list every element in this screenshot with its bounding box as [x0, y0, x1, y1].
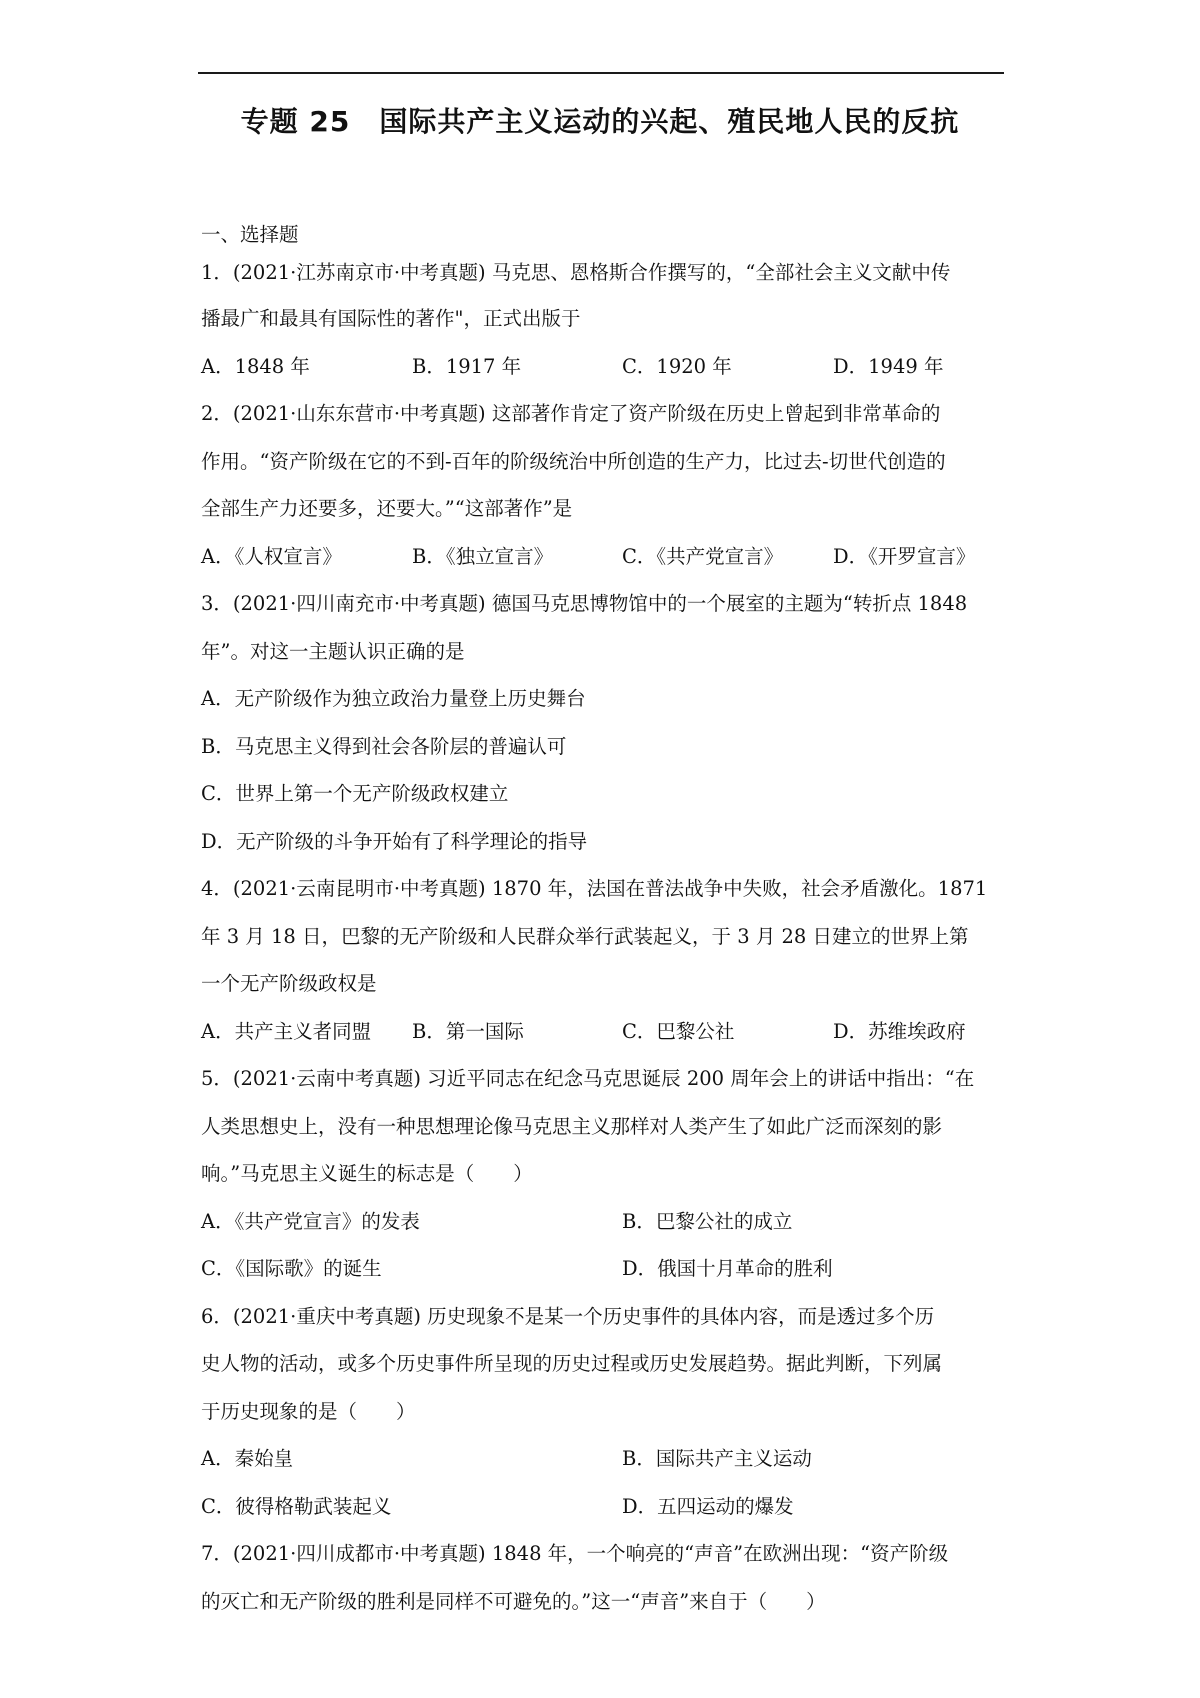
option-d: D．苏维埃政府 — [833, 1020, 966, 1043]
question-text: 年 3 月 18 日，巴黎的无产阶级和人民群众举行武装起义，于 3 月 28 日建立的世界上第 — [201, 925, 969, 948]
option-c: C．世界上第一个无产阶级政权建立 — [201, 782, 509, 805]
option-b: B．马克思主义得到社会各阶层的普遍认可 — [201, 735, 567, 758]
question-text: 4．(2021·云南昆明市·中考真题) 1870 年，法国在普法战争中失败，社会矛盾激化。1871 — [201, 877, 988, 900]
question-text: 人类思想史上，没有一种思想理论像马克思主义那样对人类产生了如此广泛而深刻的影 — [201, 1115, 943, 1138]
option-b: B．第一国际 — [412, 1020, 524, 1043]
option-c: C．《国际歌》的诞生 — [201, 1257, 382, 1280]
header-rule — [198, 72, 1004, 74]
option-a: A．秦始皇 — [201, 1447, 294, 1470]
question-text: 作用。“资产阶级在它的不到-百年的阶级统治中所创造的生产力，比过去-切世代创造的 — [201, 450, 946, 473]
question-text: 播最广和最具有国际性的著作"，正式出版于 — [201, 307, 581, 330]
option-a: A．1848 年 — [201, 355, 310, 378]
question-text: 年”。对这一主题认识正确的是 — [201, 640, 465, 663]
question-text: 7．(2021·四川成都市·中考真题) 1848 年，一个响亮的“声音”在欧洲出现：“资产阶级 — [201, 1542, 949, 1565]
option-a: A．共产主义者同盟 — [201, 1020, 372, 1043]
question-text: 3．(2021·四川南充市·中考真题) 德国马克思博物馆中的一个展室的主题为“转折点 1848 — [201, 592, 968, 615]
question-text: 于历史现象的是（ ） — [201, 1400, 416, 1423]
question-text: 史人物的活动，或多个历史事件所呈现的历史过程或历史发展趋势。据此判断，下列属 — [201, 1352, 943, 1375]
option-c: C．彼得格勒武装起义 — [201, 1495, 392, 1518]
option-b: B．巴黎公社的成立 — [622, 1210, 793, 1233]
question-text: 响。”马克思主义诞生的标志是（ ） — [201, 1162, 533, 1185]
question-text: 一个无产阶级政权是 — [201, 972, 377, 995]
option-c: C．1920 年 — [622, 355, 732, 378]
page-title: 专题 25 国际共产主义运动的兴起、殖民地人民的反抗 — [240, 105, 960, 138]
question-text: 6．(2021·重庆中考真题) 历史现象不是某一个历史事件的具体内容，而是透过多个历 — [201, 1305, 935, 1328]
section-heading: 一、选择题 — [201, 223, 299, 246]
option-a: A．无产阶级作为独立政治力量登上历史舞台 — [201, 687, 586, 710]
question-text: 的灭亡和无产阶级的胜利是同样不可避免的。”这一“声音”来自于（ ） — [201, 1590, 826, 1613]
question-text: 5．(2021·云南中考真题) 习近平同志在纪念马克思诞辰 200 周年会上的讲话中指出：“在 — [201, 1067, 975, 1090]
option-d: D．无产阶级的斗争开始有了科学理论的指导 — [201, 830, 588, 853]
question-text: 1．(2021·江苏南京市·中考真题) 马克思、恩格斯合作撰写的，“全部社会主义文献中传 — [201, 261, 951, 284]
option-d: D．1949 年 — [833, 355, 944, 378]
question-text: 全部生产力还要多，还要大。”“这部著作”是 — [201, 497, 573, 520]
option-d: D．五四运动的爆发 — [622, 1495, 794, 1518]
question-text: 2．(2021·山东东营市·中考真题) 这部著作肯定了资产阶级在历史上曾起到非常革命的 — [201, 402, 941, 425]
option-b: B．1917 年 — [412, 355, 522, 378]
option-a: A．《共产党宣言》的发表 — [201, 1210, 420, 1233]
option-d: D．《开罗宣言》 — [833, 545, 976, 568]
option-a: A．《人权宣言》 — [201, 545, 342, 568]
option-b: B．国际共产主义运动 — [622, 1447, 812, 1470]
option-d: D．俄国十月革命的胜利 — [622, 1257, 833, 1280]
option-c: C．《共产党宣言》 — [622, 545, 784, 568]
option-b: B．《独立宣言》 — [412, 545, 554, 568]
option-c: C．巴黎公社 — [622, 1020, 735, 1043]
